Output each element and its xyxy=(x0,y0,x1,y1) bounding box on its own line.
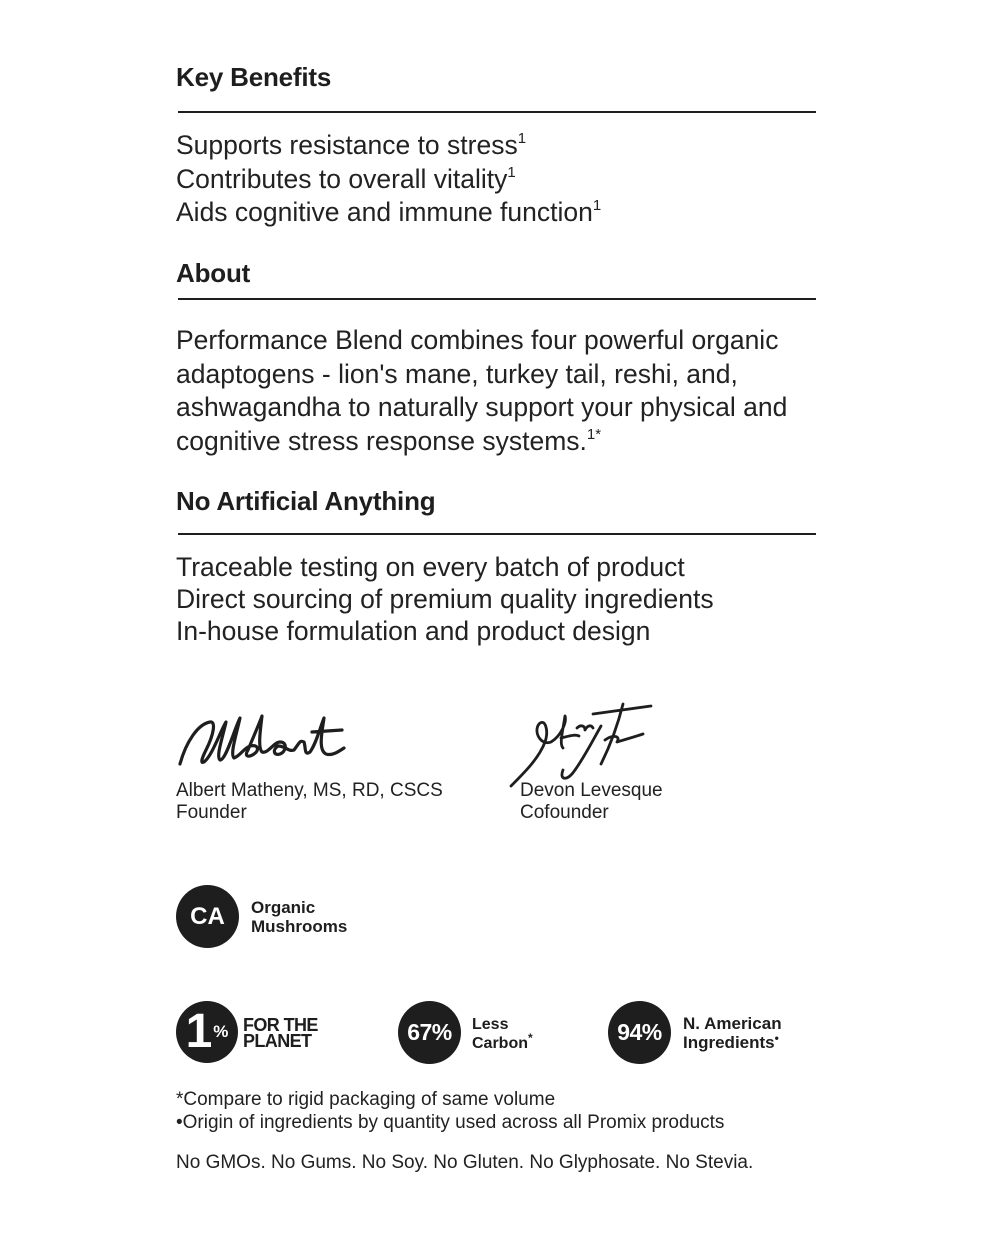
less-carbon-badge: 67% xyxy=(398,1001,461,1064)
american-ingredients-label: N. American Ingredients• xyxy=(683,1014,782,1052)
one-percent-planet-badge: 1 % xyxy=(176,1001,238,1063)
disclaimer: No GMOs. No Gums. No Soy. No Gluten. No Glyphosate. No Stevia. xyxy=(176,1152,754,1173)
founder-name: Albert Matheny, MS, RD, CSCS xyxy=(176,780,443,801)
less-carbon-label: Less Carbon* xyxy=(472,1016,533,1052)
about-heading: About xyxy=(176,258,251,288)
founder-credit xyxy=(176,780,443,824)
cofounder-role: Cofounder xyxy=(520,802,609,823)
ca-badge: CA xyxy=(176,885,239,948)
american-ingredients-badge: 94% xyxy=(608,1001,671,1064)
about-text: Performance Blend combines four powerful organic adaptogens - lion's mane, turkey tail, reshi, and, ashwagandha to naturally support your physical and cognitive stress response systems.$^{1*}$ xyxy=(176,325,788,456)
footnotes xyxy=(176,1088,724,1134)
divider xyxy=(178,111,816,113)
devon-signature xyxy=(505,700,660,792)
benefit-item: Supports resistance to stress$^1$ xyxy=(176,130,527,160)
footnote: *Compare to rigid packaging of same volume xyxy=(176,1089,556,1110)
albert-signature xyxy=(176,712,351,772)
benefit-item: Contributes to overall vitality$^1$ xyxy=(176,163,516,194)
organic-mushrooms-label: Organic Mushrooms xyxy=(251,898,348,936)
cofounder-credit xyxy=(520,780,663,824)
divider xyxy=(178,533,816,535)
divider xyxy=(178,298,816,300)
list-item: Direct sourcing of premium quality ingredients xyxy=(176,584,714,614)
key-benefits-heading: Key Benefits xyxy=(176,62,332,92)
benefit-item: Aids cognitive and immune function$^1$ xyxy=(176,197,602,227)
for-the-planet-label: FOR THE PLANET xyxy=(243,1015,318,1051)
no-artificial-heading: No Artificial Anything xyxy=(176,486,436,516)
list-item: In-house formulation and product design xyxy=(176,616,651,646)
key-benefits-list xyxy=(176,129,816,230)
footnote: •Origin of ingredients by quantity used across all Promix products xyxy=(176,1112,725,1133)
no-artificial-list xyxy=(176,551,816,647)
founder-role: Founder xyxy=(176,802,247,823)
cofounder-name: Devon Levesque xyxy=(520,780,663,801)
list-item: Traceable testing on every batch of product xyxy=(176,552,685,582)
